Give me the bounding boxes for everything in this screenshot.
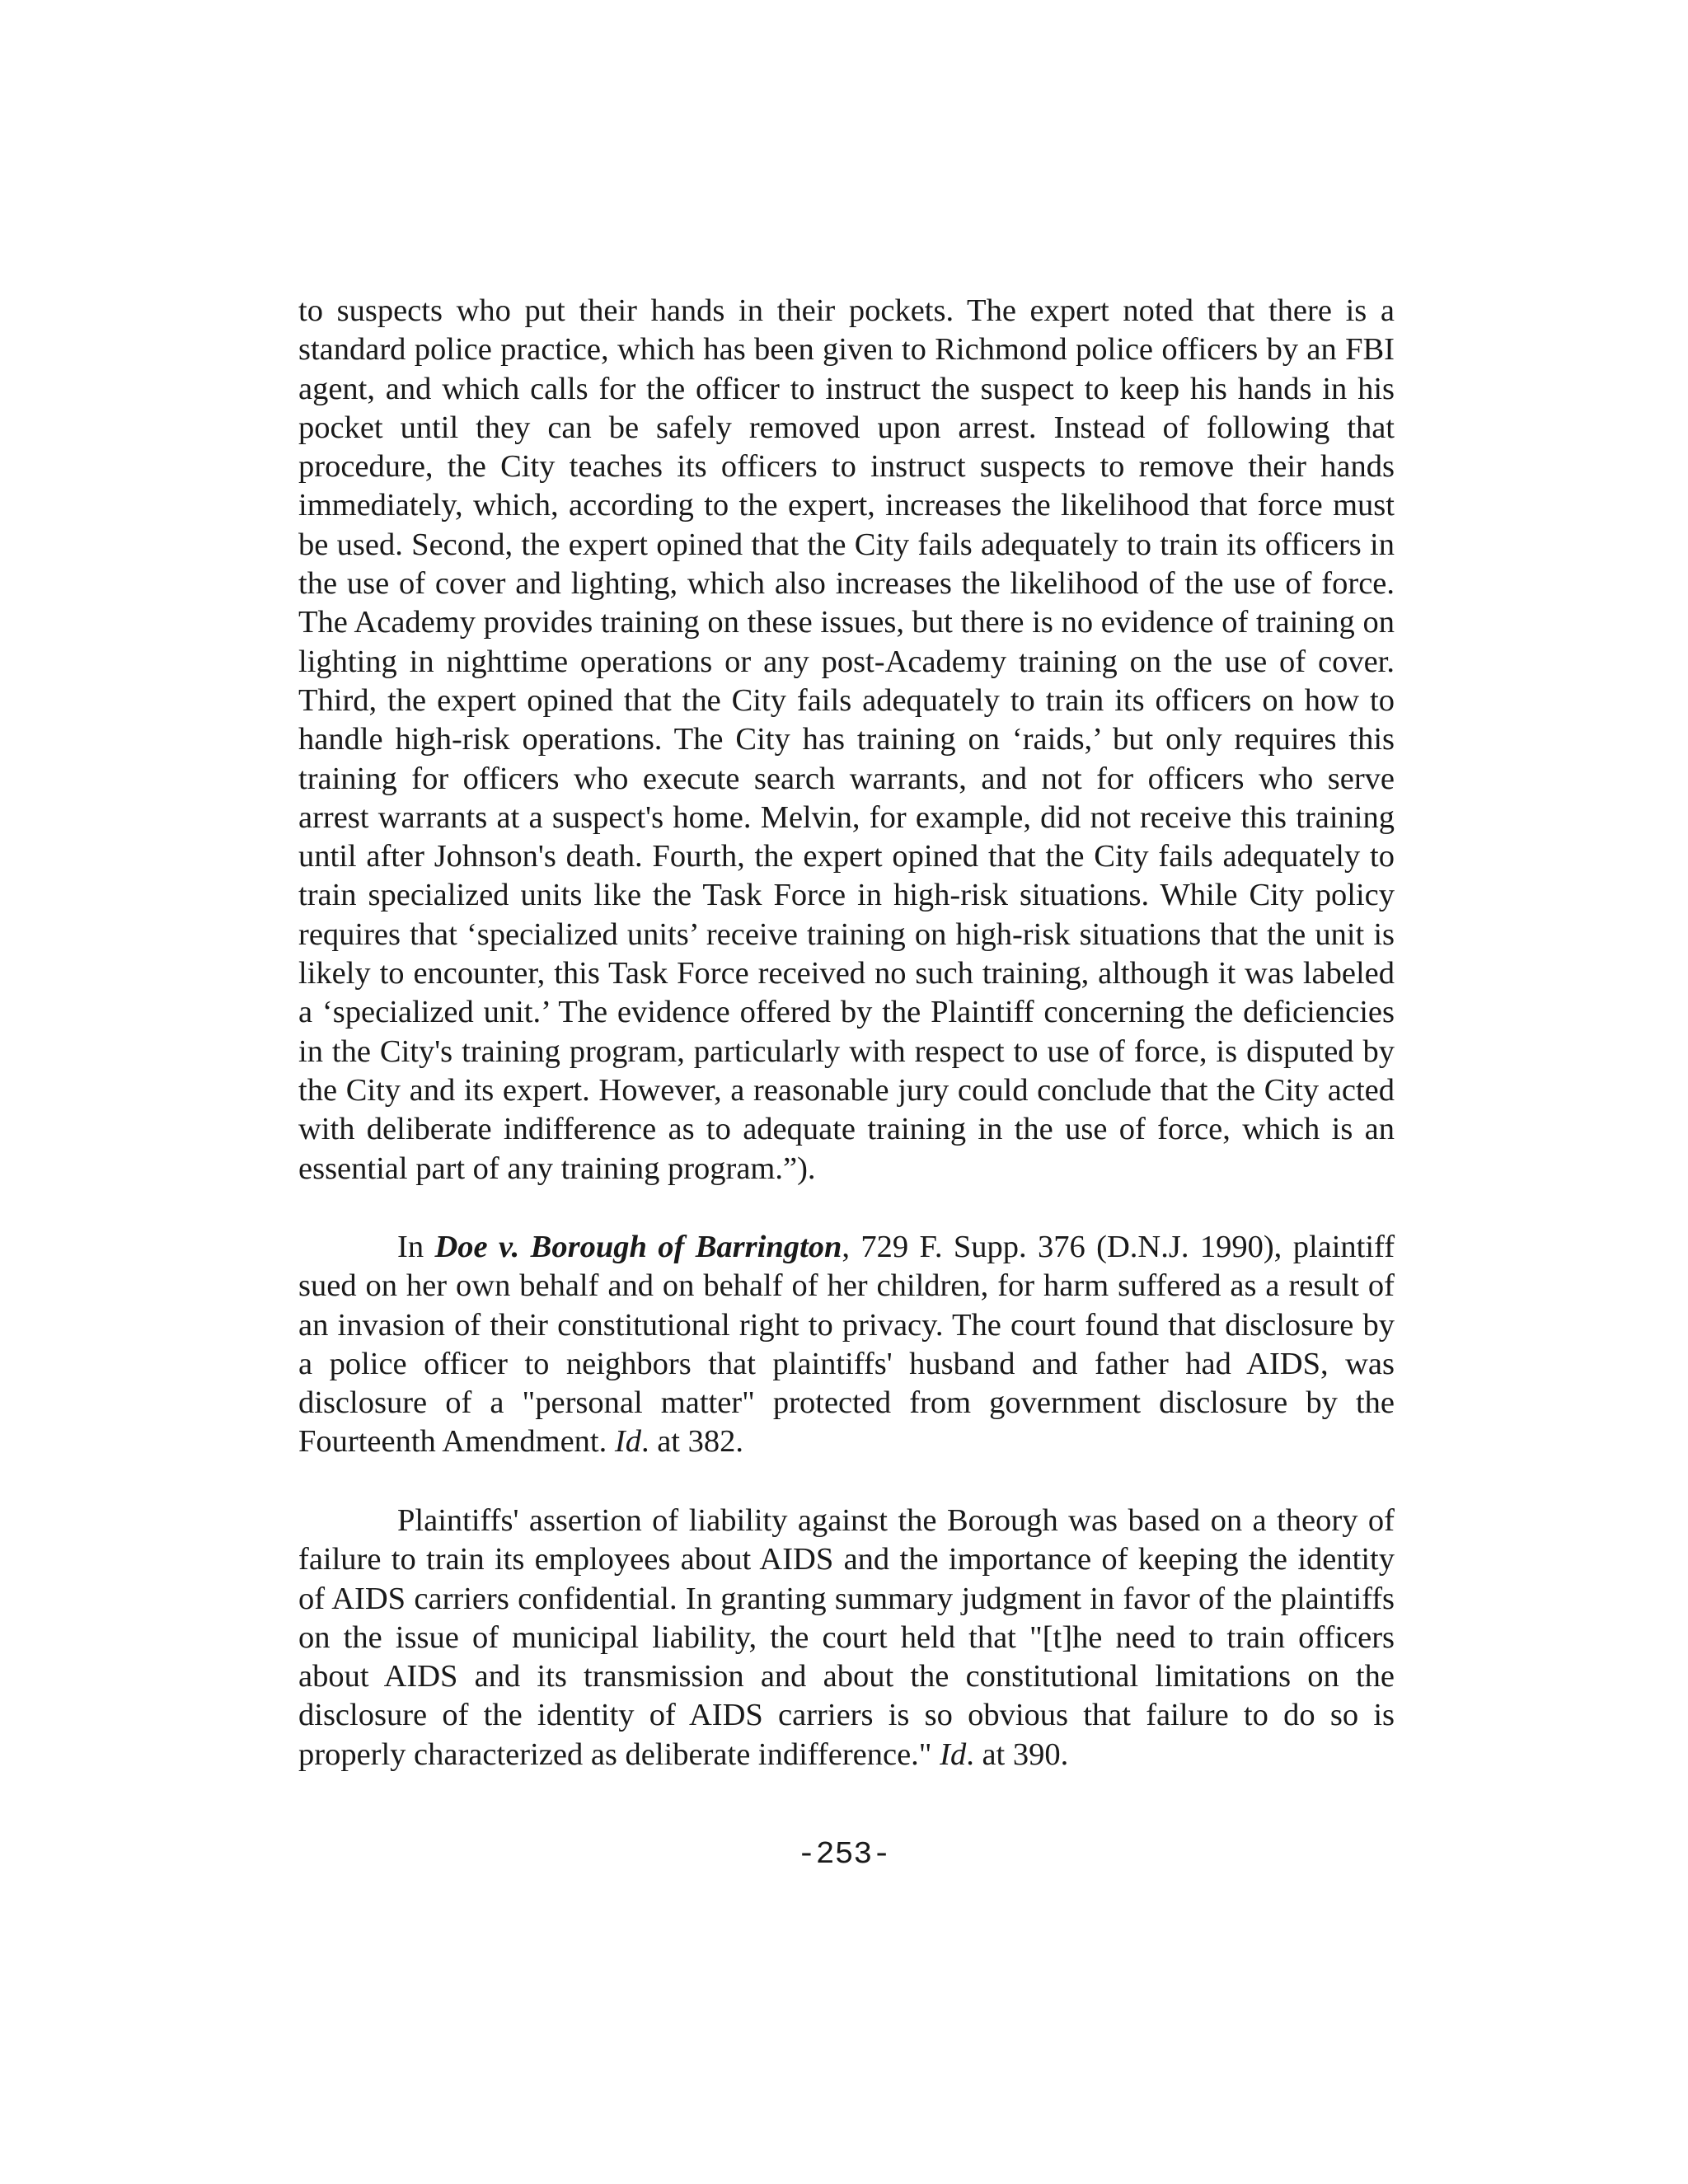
case-name: Doe v. Borough of Barrington (434, 1230, 842, 1264)
citation-id: Id (614, 1424, 641, 1460)
page-number: -253- (796, 1837, 892, 1872)
paragraph-doe-v-borough (298, 1228, 1395, 1462)
paragraph-lead-text: In (397, 1230, 435, 1264)
paragraph-body-text: , 729 F. Supp. 376 (D.N.J. 1990), plaintiff sued on her own behalf and on behalf of her children, for harm suffered as a result of an invasion of their constitutional right to privacy. The court found that disclosure by a police officer to neighbors that plaintiffs' husband and father had AIDS, was disclosure of a "personal matter" protected from government disclosure by the Fourteenth Amendment. (298, 1230, 1395, 1460)
citation-pin: . at 382. (640, 1424, 743, 1460)
paragraph-borough-liability (298, 1502, 1395, 1774)
paragraph-continued-quote: to suspects who put their hands in their pockets. The expert noted that there is a standard police practice, which has been given to Richmond police officers by an FBI agent, and which calls for the officer to instruct the suspect to keep his hands in his pocket until they can be safely removed upon arrest. Instead of following that procedure, the City teaches its officers to instruct suspects to remove their hands immediately, which, according to the expert, increases the likelihood that force must be used. Second, the expert opined that the City fails adequately to train its officers in the use of cover and lighting, which also increases the likelihood of the use of force. The Academy provides training on these issues, but there is no evidence of training on lighting in nighttime operations or any post-Academy training on the use of cover. Third, the expert opined that the City fails adequately to train its officers on how to handle high-risk operations. The City has training on ‘raids,’ but only requires this training for officers who execute search warrants, and not for officers who serve arrest warrants at a suspect's home. Melvin, for example, did not receive this training until after Johnson's death. Fourth, the expert opined that the City fails adequately to train specialized units like the Task Force in high-risk situations. While City policy requires that ‘specialized units’ receive training on high-risk situations that the unit is likely to encounter, this Task Force received no such training, although it was labeled a ‘specialized unit.’ The evidence offered by the Plaintiff concerning the deficiencies in the City's training program, particularly with respect to use of force, is disputed by the City and its expert. However, a reasonable jury could conclude that the City acted with deliberate indifference as to adequate training in the use of force, which is an essential part of any training program.”). (298, 293, 1395, 1186)
citation-pin: . at 390. (966, 1736, 1069, 1772)
citation-id: Id (940, 1736, 967, 1772)
paragraph-body-text: Plaintiffs' assertion of liability against the Borough was based on a theory of failure to train its employees about AIDS and the importance of keeping the identity of AIDS carriers confidential. In granting summary judgment in favor of the plaintiffs on the issue of municipal liability, the court held that "[t]he need to train officers about AIDS and its transmission and about the constitutional limitations on the disclosure of the identity of AIDS carriers is so obvious that failure to do so is properly characterized as deliberate indifference." (298, 1503, 1395, 1772)
